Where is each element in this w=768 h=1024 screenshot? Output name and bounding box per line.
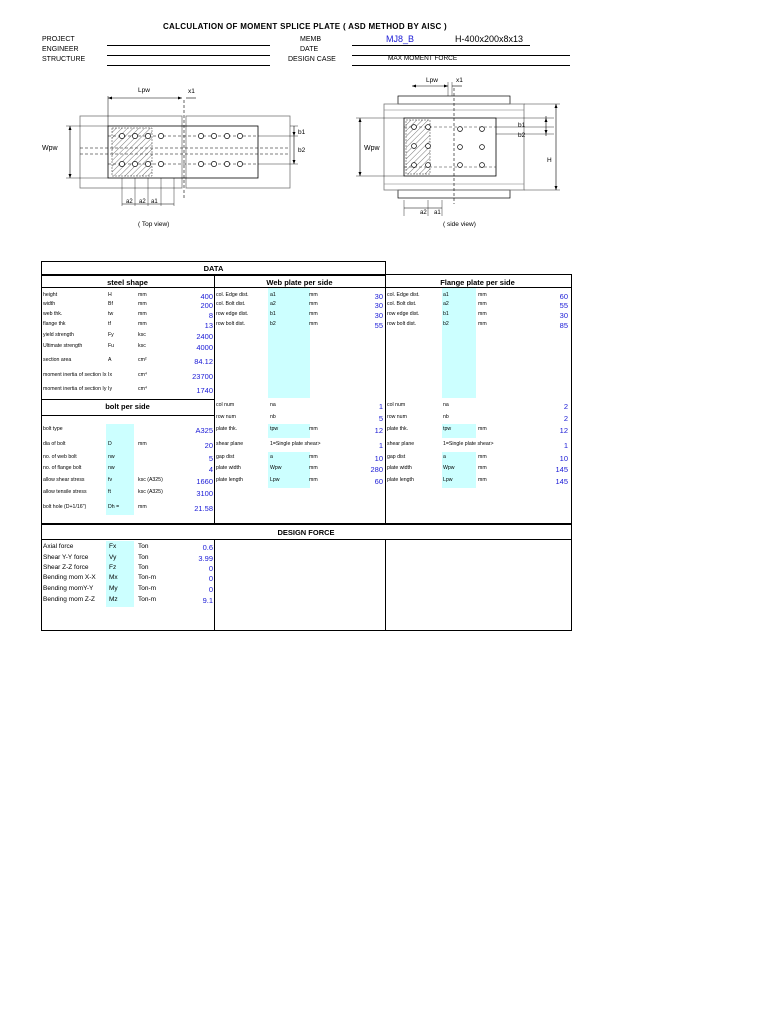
steel-row-symbol: Iy bbox=[108, 386, 113, 392]
web-row-value: 60 bbox=[374, 477, 383, 486]
flange-row-symbol: Wpw bbox=[443, 465, 455, 471]
web-row-unit: mm bbox=[309, 321, 318, 327]
bolt-row-symbol: nw bbox=[108, 465, 115, 471]
flange-row-name: row num bbox=[387, 414, 407, 420]
force-row-unit: Ton-m bbox=[138, 596, 157, 603]
steel-row-name: yield strength bbox=[43, 332, 74, 338]
flange-row-unit: mm bbox=[478, 311, 487, 317]
flange-row-name: col num bbox=[387, 402, 406, 408]
steel-row-value: 2400 bbox=[196, 332, 213, 341]
steel-row-unit: mm bbox=[138, 321, 147, 327]
side-view-drawing bbox=[340, 72, 572, 238]
side-a2-label: a2 bbox=[420, 210, 427, 216]
bolt-row-value: 5 bbox=[208, 454, 213, 463]
steel-row-unit: mm bbox=[138, 292, 147, 298]
flange-row-name: plate length bbox=[387, 477, 414, 483]
flange-row-unit: mm bbox=[478, 426, 487, 432]
flange-row-value: 145 bbox=[555, 477, 568, 486]
flange-row-value: 30 bbox=[559, 311, 568, 320]
bolt-row-symbol: ft bbox=[108, 489, 111, 495]
design-case-label: DESIGN CASE bbox=[288, 56, 336, 63]
design-case-underline bbox=[352, 65, 570, 66]
bolt-row-value: 20 bbox=[204, 441, 213, 450]
steel-row-value: 1740 bbox=[196, 386, 213, 395]
web-row-unit: mm bbox=[309, 465, 318, 471]
steel-row-name: web thk. bbox=[43, 311, 63, 317]
steel-row-name: moment inertia of section Iy bbox=[43, 386, 107, 392]
flange-row-unit: mm bbox=[478, 321, 487, 327]
right-beam bbox=[186, 116, 290, 188]
memb-label: MEMB bbox=[300, 36, 321, 43]
bolt-row-name: allow tensile stress bbox=[43, 489, 87, 495]
flange-row-value: 2 bbox=[563, 414, 568, 423]
steel-row-symbol: tw bbox=[108, 311, 114, 317]
flange-row-name: gap dist bbox=[387, 454, 406, 460]
side-view-caption: ( side view) bbox=[443, 221, 476, 228]
flange-row-name: col. Edge dist. bbox=[387, 292, 420, 298]
force-row-unit: Ton bbox=[138, 564, 149, 571]
web-row-symbol: tpw bbox=[270, 426, 279, 432]
steel-row-name: moment inertia of section Ix bbox=[43, 372, 107, 378]
web-row-value: 1 bbox=[378, 402, 383, 411]
bolt-row-value: 21.58 bbox=[194, 504, 213, 513]
steel-row-unit: mm bbox=[138, 311, 147, 317]
bolt-row-value: A325 bbox=[195, 426, 213, 435]
flange-row-unit: mm bbox=[478, 465, 487, 471]
bolt-row-value: 3100 bbox=[196, 489, 213, 498]
top-b1-label: b1 bbox=[298, 129, 306, 136]
force-row-value: 0 bbox=[208, 585, 213, 594]
web-row-name: plate thk. bbox=[216, 426, 238, 432]
bolt-row-unit: ksc (A325) bbox=[138, 477, 163, 483]
flange-row-value: 145 bbox=[555, 465, 568, 474]
top-view-drawing bbox=[36, 78, 316, 238]
web-row-name: gap dist bbox=[216, 454, 235, 460]
web-row-name: plate width bbox=[216, 465, 241, 471]
structure-label: STRUCTURE bbox=[42, 56, 86, 63]
force-row-name: Axial force bbox=[43, 543, 74, 550]
web-row-value: 30 bbox=[374, 292, 383, 301]
steel-row-unit: cm² bbox=[138, 357, 147, 363]
web-row-symbol: a2 bbox=[270, 301, 276, 307]
steel-row-unit: ksc bbox=[138, 332, 146, 338]
top-b2-label: b2 bbox=[298, 147, 306, 154]
flange-row-value: 85 bbox=[559, 321, 568, 330]
web-row-name: shear plane bbox=[216, 441, 244, 447]
web-row-name: col num bbox=[216, 402, 235, 408]
web-plate-title: Web plate per side bbox=[266, 278, 333, 287]
bolt-row-value: 4 bbox=[208, 465, 213, 474]
web-row-symbol: a bbox=[270, 454, 273, 460]
force-row-unit: Ton-m bbox=[138, 574, 157, 581]
date-underline bbox=[352, 55, 570, 56]
force-row-name: Shear Z-Z force bbox=[43, 564, 89, 571]
steel-row-value: 13 bbox=[204, 321, 213, 330]
web-row-value: 280 bbox=[370, 465, 383, 474]
flange-plate-title: Flange plate per side bbox=[440, 278, 515, 287]
top-a2-label-2: a2 bbox=[139, 199, 146, 205]
steel-row-name: height bbox=[43, 292, 58, 298]
side-a1-label: a1 bbox=[434, 210, 441, 216]
page-title: CALCULATION OF MOMENT SPLICE PLATE ( ASD METHOD BY AISC ) bbox=[162, 22, 448, 31]
side-b2-label: b2 bbox=[518, 132, 526, 139]
flange-row-symbol: tpw bbox=[443, 426, 452, 432]
web-row-symbol: Wpw bbox=[270, 465, 282, 471]
web-row-name: plate length bbox=[216, 477, 243, 483]
web-row-name: row num bbox=[216, 414, 236, 420]
steel-row-unit: cm⁴ bbox=[138, 372, 148, 378]
design-case-value: MAX MOMENT FORCE bbox=[388, 55, 458, 62]
top-x1-label: x1 bbox=[188, 88, 195, 95]
steel-row-symbol: tf bbox=[108, 321, 111, 327]
flange-row-unit: mm bbox=[478, 454, 487, 460]
structure-underline bbox=[107, 65, 270, 66]
date-label: DATE bbox=[300, 46, 319, 53]
web-row-unit: mm bbox=[309, 426, 318, 432]
web-row-name: col. Bolt dist. bbox=[216, 301, 246, 307]
web-row-name: row bolt dist. bbox=[216, 321, 246, 327]
web-row-value: 30 bbox=[374, 301, 383, 310]
steel-row-value: 84.12 bbox=[194, 357, 213, 366]
web-row-value: 1 bbox=[378, 441, 383, 450]
web-row-symbol: Lpw bbox=[270, 477, 280, 483]
engineer-underline bbox=[107, 55, 270, 56]
force-row-value: 3.99 bbox=[198, 554, 213, 563]
force-row-unit: Ton bbox=[138, 554, 149, 561]
web-row-unit: mm bbox=[309, 292, 318, 298]
force-row-symbol: Fz bbox=[109, 564, 117, 571]
bolt-row-unit: mm bbox=[138, 441, 147, 447]
project-label: PROJECT bbox=[42, 36, 75, 43]
force-row-symbol: My bbox=[109, 585, 118, 592]
side-beam bbox=[384, 104, 524, 190]
project-underline bbox=[107, 45, 270, 46]
bolt-row-name: dia of bolt bbox=[43, 441, 66, 447]
web-row-name: col. Edge dist. bbox=[216, 292, 249, 298]
steel-row-symbol: A bbox=[108, 357, 112, 363]
steel-row-name: section area bbox=[43, 357, 72, 363]
flange-row-value: 10 bbox=[559, 454, 568, 463]
steel-row-symbol: H bbox=[108, 292, 112, 298]
bolt-row-unit: mm bbox=[138, 504, 147, 510]
steel-row-value: 8 bbox=[208, 311, 213, 320]
flange-row-symbol: nb bbox=[443, 414, 449, 420]
web-row-unit: mm bbox=[309, 301, 318, 307]
flange-row-symbol: Lpw bbox=[443, 477, 453, 483]
force-row-name: Shear Y-Y force bbox=[43, 554, 89, 561]
steel-row-value: 400 bbox=[200, 292, 213, 301]
flange-row-name: shear plane bbox=[387, 441, 415, 447]
flange-row-name: col. Bolt dist. bbox=[387, 301, 417, 307]
steel-row-name: flange thk bbox=[43, 321, 66, 327]
bolt-row-symbol: D bbox=[108, 441, 112, 447]
force-row-symbol: Fx bbox=[109, 543, 117, 550]
steel-row-unit: mm bbox=[138, 301, 147, 307]
web-row-value: 5 bbox=[378, 414, 383, 423]
web-row-symbol: b1 bbox=[270, 311, 276, 317]
memb-value: MJ8_B bbox=[386, 34, 415, 44]
bolt-row-name: no. of flange bolt bbox=[43, 465, 82, 471]
web-row-value: 55 bbox=[374, 321, 383, 330]
side-x1-label: x1 bbox=[456, 77, 463, 84]
steel-row-symbol: Ix bbox=[108, 372, 113, 378]
side-b1-label: b1 bbox=[518, 122, 526, 129]
web-row-value: 10 bbox=[374, 454, 383, 463]
side-lpw-label: Lpw bbox=[426, 77, 438, 84]
bolt-row-symbol: nw bbox=[108, 454, 115, 460]
bolt-row-name: bolt type bbox=[43, 426, 63, 432]
steel-row-symbol: Fy bbox=[108, 332, 114, 338]
side-wpw-label: Wpw bbox=[364, 145, 380, 152]
steel-row-value: 200 bbox=[200, 301, 213, 310]
steel-row-unit: cm⁴ bbox=[138, 386, 148, 392]
flange-row-value: 2 bbox=[563, 402, 568, 411]
web-row-value: 12 bbox=[374, 426, 383, 435]
bolt-row-name: allow shear stress bbox=[43, 477, 85, 483]
force-row-value: 0.6 bbox=[202, 543, 213, 552]
force-row-symbol: Vy bbox=[109, 554, 117, 561]
flange-row-name: row bolt dist. bbox=[387, 321, 417, 327]
flange-row-value: 12 bbox=[559, 426, 568, 435]
flange-row-unit: mm bbox=[478, 292, 487, 298]
flange-row-symbol: na bbox=[443, 402, 449, 408]
bolt-row-name: no. of web bolt bbox=[43, 454, 77, 460]
flange-row-unit: mm bbox=[478, 301, 487, 307]
design-force-title: DESIGN FORCE bbox=[277, 528, 335, 537]
flange-row-symbol: b1 bbox=[443, 311, 449, 317]
web-row-symbol: na bbox=[270, 402, 276, 408]
section-value: H-400x200x8x13 bbox=[455, 34, 524, 44]
flange-row-value: 1 bbox=[563, 441, 568, 450]
web-row-symbol: a1 bbox=[270, 292, 276, 298]
bolt-title: bolt per side bbox=[105, 402, 150, 411]
steel-row-name: width bbox=[43, 301, 56, 307]
web-row-value: 30 bbox=[374, 311, 383, 320]
web-row-symbol: b2 bbox=[270, 321, 276, 327]
flange-row-value: 60 bbox=[559, 292, 568, 301]
steel-row-value: 4000 bbox=[196, 343, 213, 352]
top-a2-label-1: a2 bbox=[126, 199, 133, 205]
flange-row-symbol: 1=Single plate shear> bbox=[443, 441, 494, 447]
force-row-name: Bending momY-Y bbox=[43, 585, 94, 592]
steel-row-symbol: Bf bbox=[108, 301, 113, 307]
engineer-label: ENGINEER bbox=[42, 46, 79, 53]
flange-row-symbol: b2 bbox=[443, 321, 449, 327]
flange-row-symbol: a2 bbox=[443, 301, 449, 307]
flange-row-symbol: a bbox=[443, 454, 446, 460]
steel-row-name: Ultimate strength bbox=[43, 343, 83, 349]
web-row-name: row edge dist. bbox=[216, 311, 249, 317]
force-row-unit: Ton bbox=[138, 543, 149, 550]
flange-row-name: row edge dist. bbox=[387, 311, 420, 317]
force-row-value: 9.1 bbox=[202, 596, 213, 605]
web-row-unit: mm bbox=[309, 311, 318, 317]
flange-row-name: plate thk. bbox=[387, 426, 409, 432]
web-row-unit: mm bbox=[309, 454, 318, 460]
web-row-symbol: 1=Single plate shear> bbox=[270, 441, 321, 447]
force-row-value: 0 bbox=[208, 564, 213, 573]
flange-row-value: 55 bbox=[559, 301, 568, 310]
web-row-symbol: nb bbox=[270, 414, 276, 420]
flange-row-symbol: a1 bbox=[443, 292, 449, 298]
bolt-row-symbol: fv bbox=[108, 477, 113, 483]
web-row-unit: mm bbox=[309, 477, 318, 483]
force-row-name: Bending mom Z-Z bbox=[43, 596, 96, 603]
flange-row-unit: mm bbox=[478, 477, 487, 483]
force-row-symbol: Mx bbox=[109, 574, 118, 581]
top-view-caption: ( Top view) bbox=[138, 221, 170, 228]
force-row-symbol: Mz bbox=[109, 596, 118, 603]
data-title: DATA bbox=[203, 264, 224, 273]
top-lpw-label: Lpw bbox=[138, 87, 150, 94]
bolt-row-name: bolt hole (D+1/16") bbox=[43, 504, 87, 510]
bolt-row-symbol: Dh = bbox=[108, 504, 120, 510]
steel-row-symbol: Fu bbox=[108, 343, 115, 349]
memb-underline bbox=[352, 45, 530, 46]
steel-shape-title: steel shape bbox=[107, 278, 148, 287]
force-row-value: 0 bbox=[208, 574, 213, 583]
force-row-name: Bending mom X-X bbox=[43, 574, 96, 581]
bolt-row-value: 1660 bbox=[196, 477, 213, 486]
bolt-row-unit: ksc (A325) bbox=[138, 489, 163, 495]
steel-row-unit: ksc bbox=[138, 343, 146, 349]
top-a1-label: a1 bbox=[151, 199, 158, 205]
flange-row-name: plate width bbox=[387, 465, 412, 471]
steel-row-value: 23700 bbox=[192, 372, 213, 381]
top-wpw-label: Wpw bbox=[42, 145, 58, 152]
side-h-label: H bbox=[547, 157, 552, 164]
force-row-unit: Ton-m bbox=[138, 585, 157, 592]
